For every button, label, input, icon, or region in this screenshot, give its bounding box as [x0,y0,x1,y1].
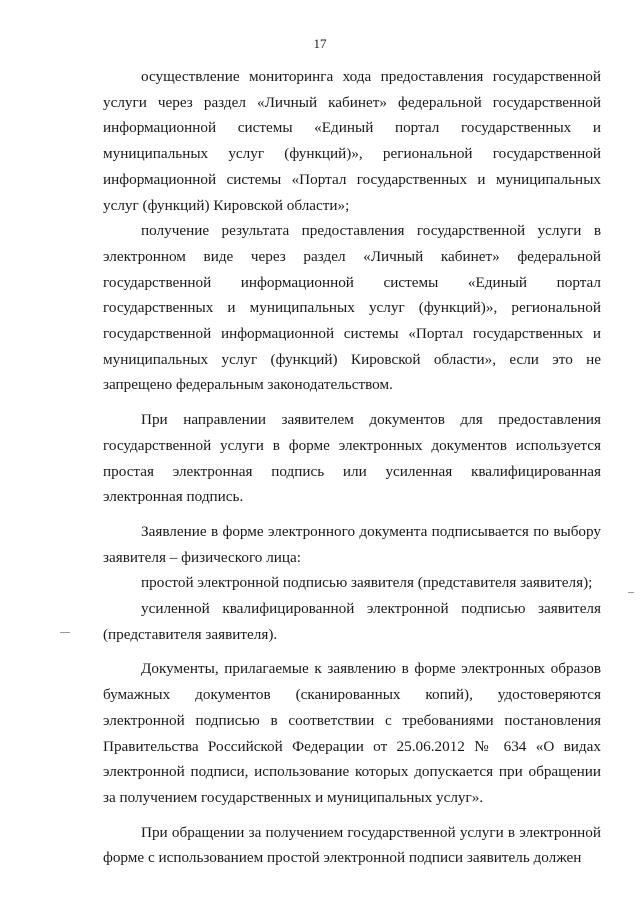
paragraph-simple-signature: простой электронной подписью заявителя (представителя заявителя); [141,574,593,592]
scan-artifact-right [628,592,634,593]
paragraph-monitoring: осуществление мониторинга хода предоставления государственной услуги через раздел «Личный кабинет» федеральной государственной информационной системы «Единый портал государственных и муниципальных услуг (функций)», региональной государственной информационной системы «Портал государственных и муниципальных услуг (функций) Кировской области»; [103,68,601,214]
document-body [103,64,601,871]
page-number: 17 [313,36,327,51]
paragraph-qualified-signature: усиленной квалифицированной электронной подписью заявителя (представителя заявителя). [103,600,601,643]
scan-artifact-left [60,632,70,633]
paragraph-receiving-result: получение результата предоставления государственной услуги в электронном виде через раздел «Личный кабинет» федеральной государственной информационной системы «Единый портал государственных и муниципальных услуг (функций)», региональной государственной информационной системы «Портал государственных и муниципальных услуг (функций) Кировской области», если это не запрещено федеральным законодательством. [103,222,601,394]
paragraph-attached-documents: Документы, прилагаемые к заявлению в форме электронных образов бумажных документов (сканированных копий), удостоверяются электронной подписью в соответствии с требованиями постановления Правительства Российской Федерации от 25.06.2012 № 634 «О видах электронной подписи, использование которых допускается при обращении за получением государственных и муниципальных услуг». [103,660,601,806]
paragraph-signature-types: При направлении заявителем документов для предоставления государственной услуги в форме электронных документов используется простая электронная подпись или усиленная квалифицированная электронная подпись. [103,411,601,506]
paragraph-simple-signature-procedure: При обращении за получением государственной услуги в электронной форме с использованием простой электронной подписи заявитель должен [103,823,601,867]
paragraph-application-signing: Заявление в форме электронного документа подписывается по выбору заявителя – физического лица: [103,522,601,566]
